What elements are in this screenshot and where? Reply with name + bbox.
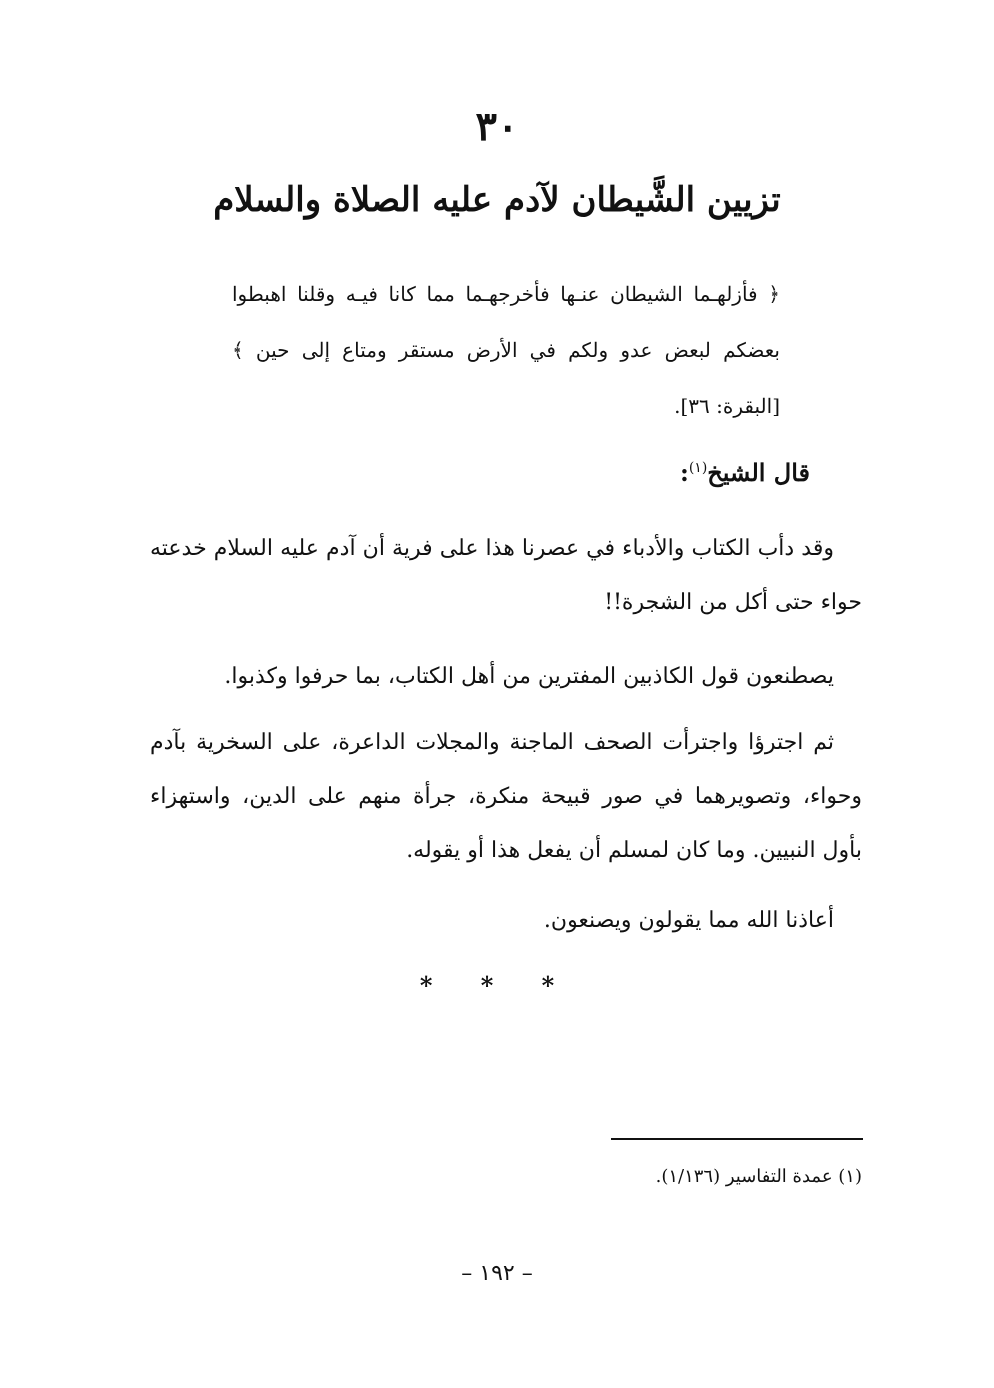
body-paragraph: أعاذنا الله مما يقولون ويصنعون. xyxy=(543,908,834,933)
footnote: (١) عمدة التفاسير (١/١٣٦). xyxy=(655,1166,862,1187)
body-paragraph: يصطنعون قول الكاذبين المفترين من أهل الكتاب، بما حرفوا وكذبوا. xyxy=(224,664,834,689)
footnote-reference[interactable]: (١) xyxy=(688,460,708,476)
chapter-number: ٣٠ xyxy=(475,103,519,150)
body-paragraph: ثم اجترؤا واجترأت الصحف الماجنة والمجلات الداعرة، على السخرية بآدم وحواء، وتصويرهما في صور قبيحة منكرة، جرأة منهم على الدين، واستهزاء بأول النبيين. وما كان لمسلم أن يفعل هذا أو يقوله. xyxy=(150,730,862,863)
page-number: – ١٩٢ – xyxy=(461,1261,533,1286)
section-separator: * * * xyxy=(419,971,575,1000)
sheikh-heading-colon: : xyxy=(679,458,689,487)
sheikh-heading-label: قال الشيخ xyxy=(707,458,810,487)
chapter-title: تزيين الشَّيطان لآدم عليه الصلاة والسلام xyxy=(213,180,781,220)
sheikh-heading xyxy=(680,448,810,493)
footnote-divider xyxy=(611,1138,863,1140)
quran-verse: ﴿ فأزلهـما الشيطان عنـها فأخرجهـما مما كانا فيـه وقلنا اهبطوا بعضكم لبعض عدو ولكم في الأرض مستقر ومتاع إلى حين ﴾ [البقرة: ٣٦]. xyxy=(232,282,780,418)
body-paragraph: وقد دأب الكتاب والأدباء في عصرنا هذا على فرية أن آدم عليه السلام خدعته حواء حتى أكل من الشجرة!! xyxy=(150,536,862,615)
